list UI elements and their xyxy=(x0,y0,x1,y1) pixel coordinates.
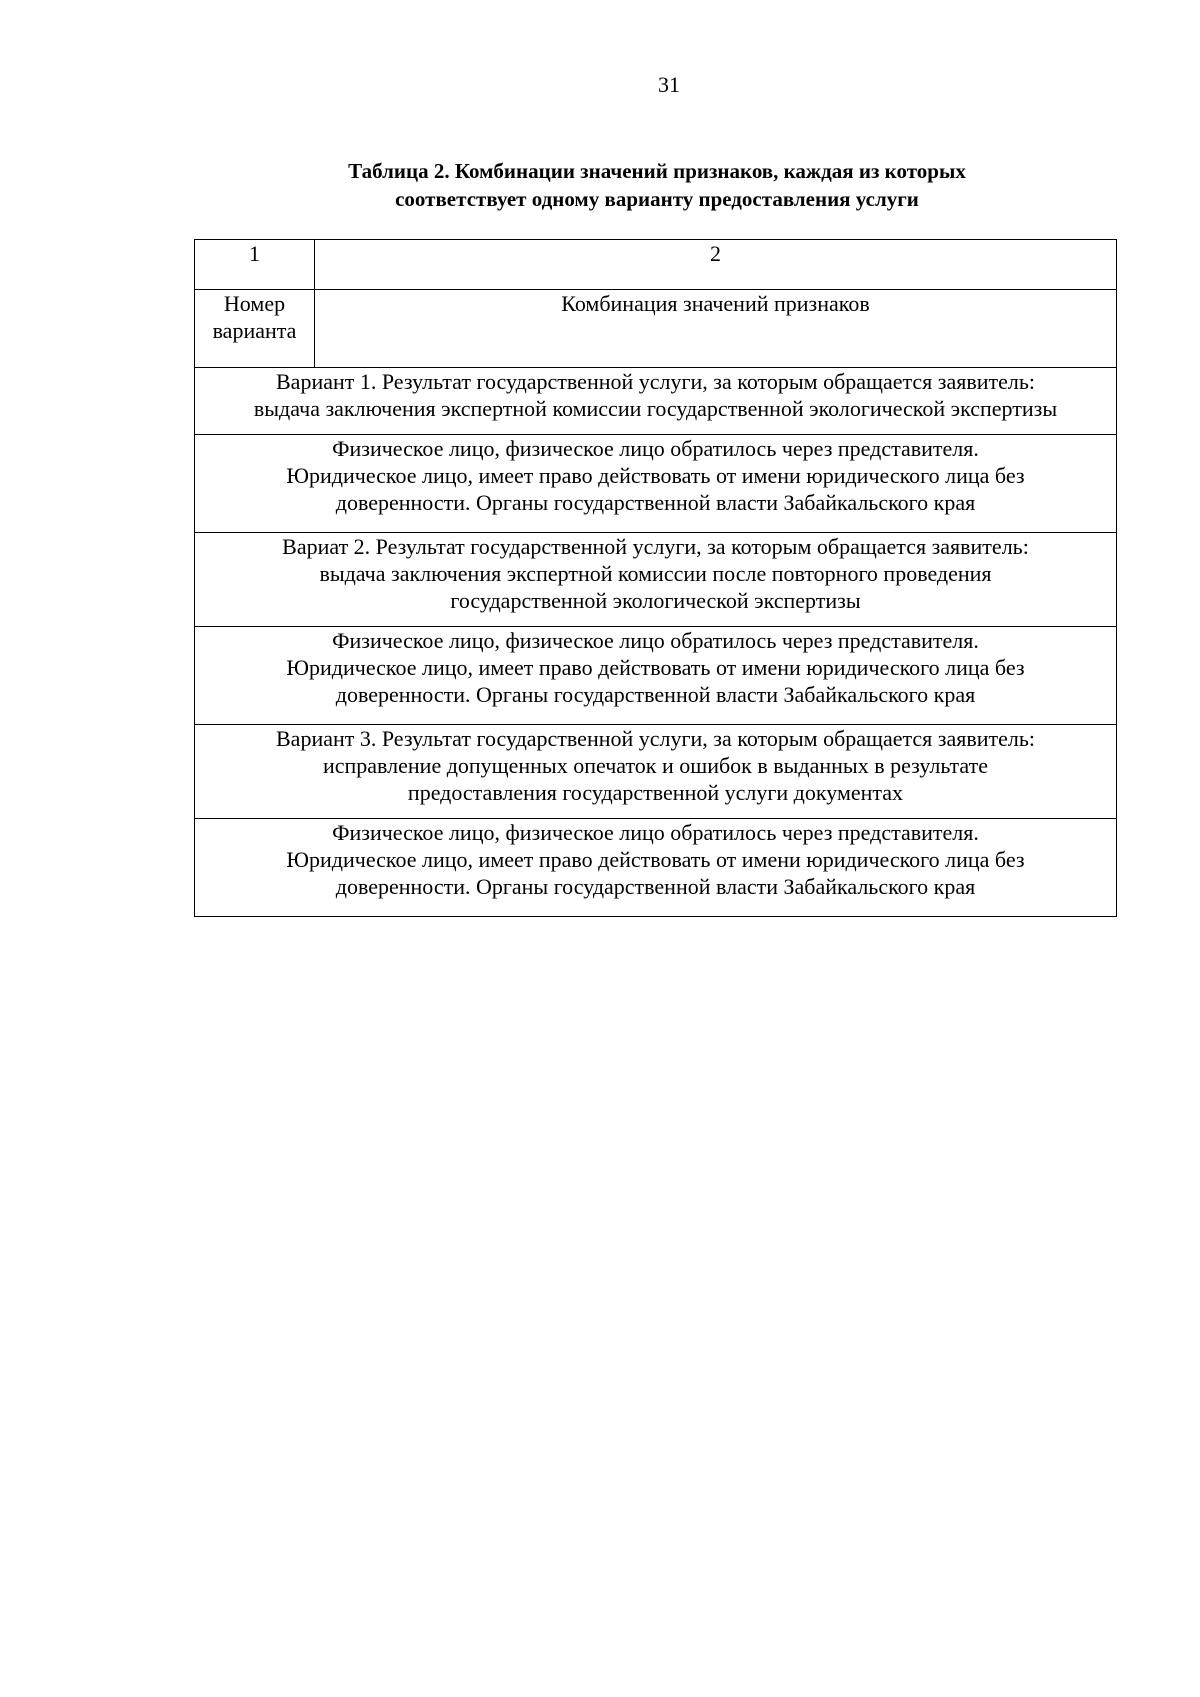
criteria-line: Физическое лицо, физическое лицо обратилось через представителя. xyxy=(332,436,979,461)
column-index-cell: 2 xyxy=(315,240,1117,290)
criteria-line: доверенности. Органы государственной власти Забайкальского края xyxy=(335,874,976,899)
criteria-line: доверенности. Органы государственной власти Забайкальского края xyxy=(335,682,976,707)
variant-criteria-cell xyxy=(195,435,1117,533)
variant-title-line: предоставления государственной услуги документах xyxy=(407,780,904,805)
criteria-line: Физическое лицо, физическое лицо обратилось через представителя. xyxy=(332,628,979,653)
variant-title-line: государственной экологической экспертизы xyxy=(450,588,861,613)
variant-criteria-cell xyxy=(195,819,1117,917)
header-text: Номер xyxy=(223,291,286,316)
variant-title-line: Вариант 1. Результат государственной услуги, за которым обращается заявитель: xyxy=(276,369,1035,394)
variant-criteria-row xyxy=(195,627,1117,725)
criteria-line: Юридическое лицо, имеет право действовать от имени юридического лица без xyxy=(286,655,1025,680)
header-cell-variant-number xyxy=(195,290,315,368)
criteria-line: доверенности. Органы государственной власти Забайкальского края xyxy=(335,490,976,515)
column-index-cell: 1 xyxy=(195,240,315,290)
variant-title-line: Вариат 2. Результат государственной услуги, за которым обращается заявитель: xyxy=(282,534,1029,559)
header-text: варианта xyxy=(212,318,297,343)
criteria-line: Физическое лицо, физическое лицо обратилось через представителя. xyxy=(332,820,979,845)
variant-title-line: выдача заключения экспертной комиссии государственной экологической экспертизы xyxy=(253,396,1058,421)
variant-title-line: выдача заключения экспертной комиссии после повторного проведения xyxy=(319,561,992,586)
page-number: 31 xyxy=(658,72,680,97)
variant-title-cell xyxy=(195,368,1117,435)
variant-title-cell xyxy=(195,725,1117,819)
combinations-table xyxy=(194,239,1117,917)
variant-criteria-row xyxy=(195,435,1117,533)
table-title-line: соответствует одному варианту предоставления услуги xyxy=(395,187,919,211)
variant-title-row xyxy=(195,368,1117,435)
variant-criteria-cell xyxy=(195,627,1117,725)
criteria-line: Юридическое лицо, имеет право действовать от имени юридического лица без xyxy=(286,847,1025,872)
criteria-line: Юридическое лицо, имеет право действовать от имени юридического лица без xyxy=(286,463,1025,488)
variant-title-cell xyxy=(195,533,1117,627)
column-index-row xyxy=(195,240,1117,290)
header-cell-combination: Комбинация значений признаков xyxy=(315,290,1117,368)
variant-title-line: исправление допущенных опечаток и ошибок в выданных в результате xyxy=(322,753,989,778)
variant-title-line: Вариант 3. Результат государственной услуги, за которым обращается заявитель: xyxy=(276,726,1035,751)
variant-title-row xyxy=(195,725,1117,819)
table-title-line: Таблица 2. Комбинации значений признаков, каждая из которых xyxy=(348,159,966,183)
table-title xyxy=(195,157,1119,213)
variant-criteria-row xyxy=(195,819,1117,917)
header-row xyxy=(195,290,1117,368)
variant-title-row xyxy=(195,533,1117,627)
